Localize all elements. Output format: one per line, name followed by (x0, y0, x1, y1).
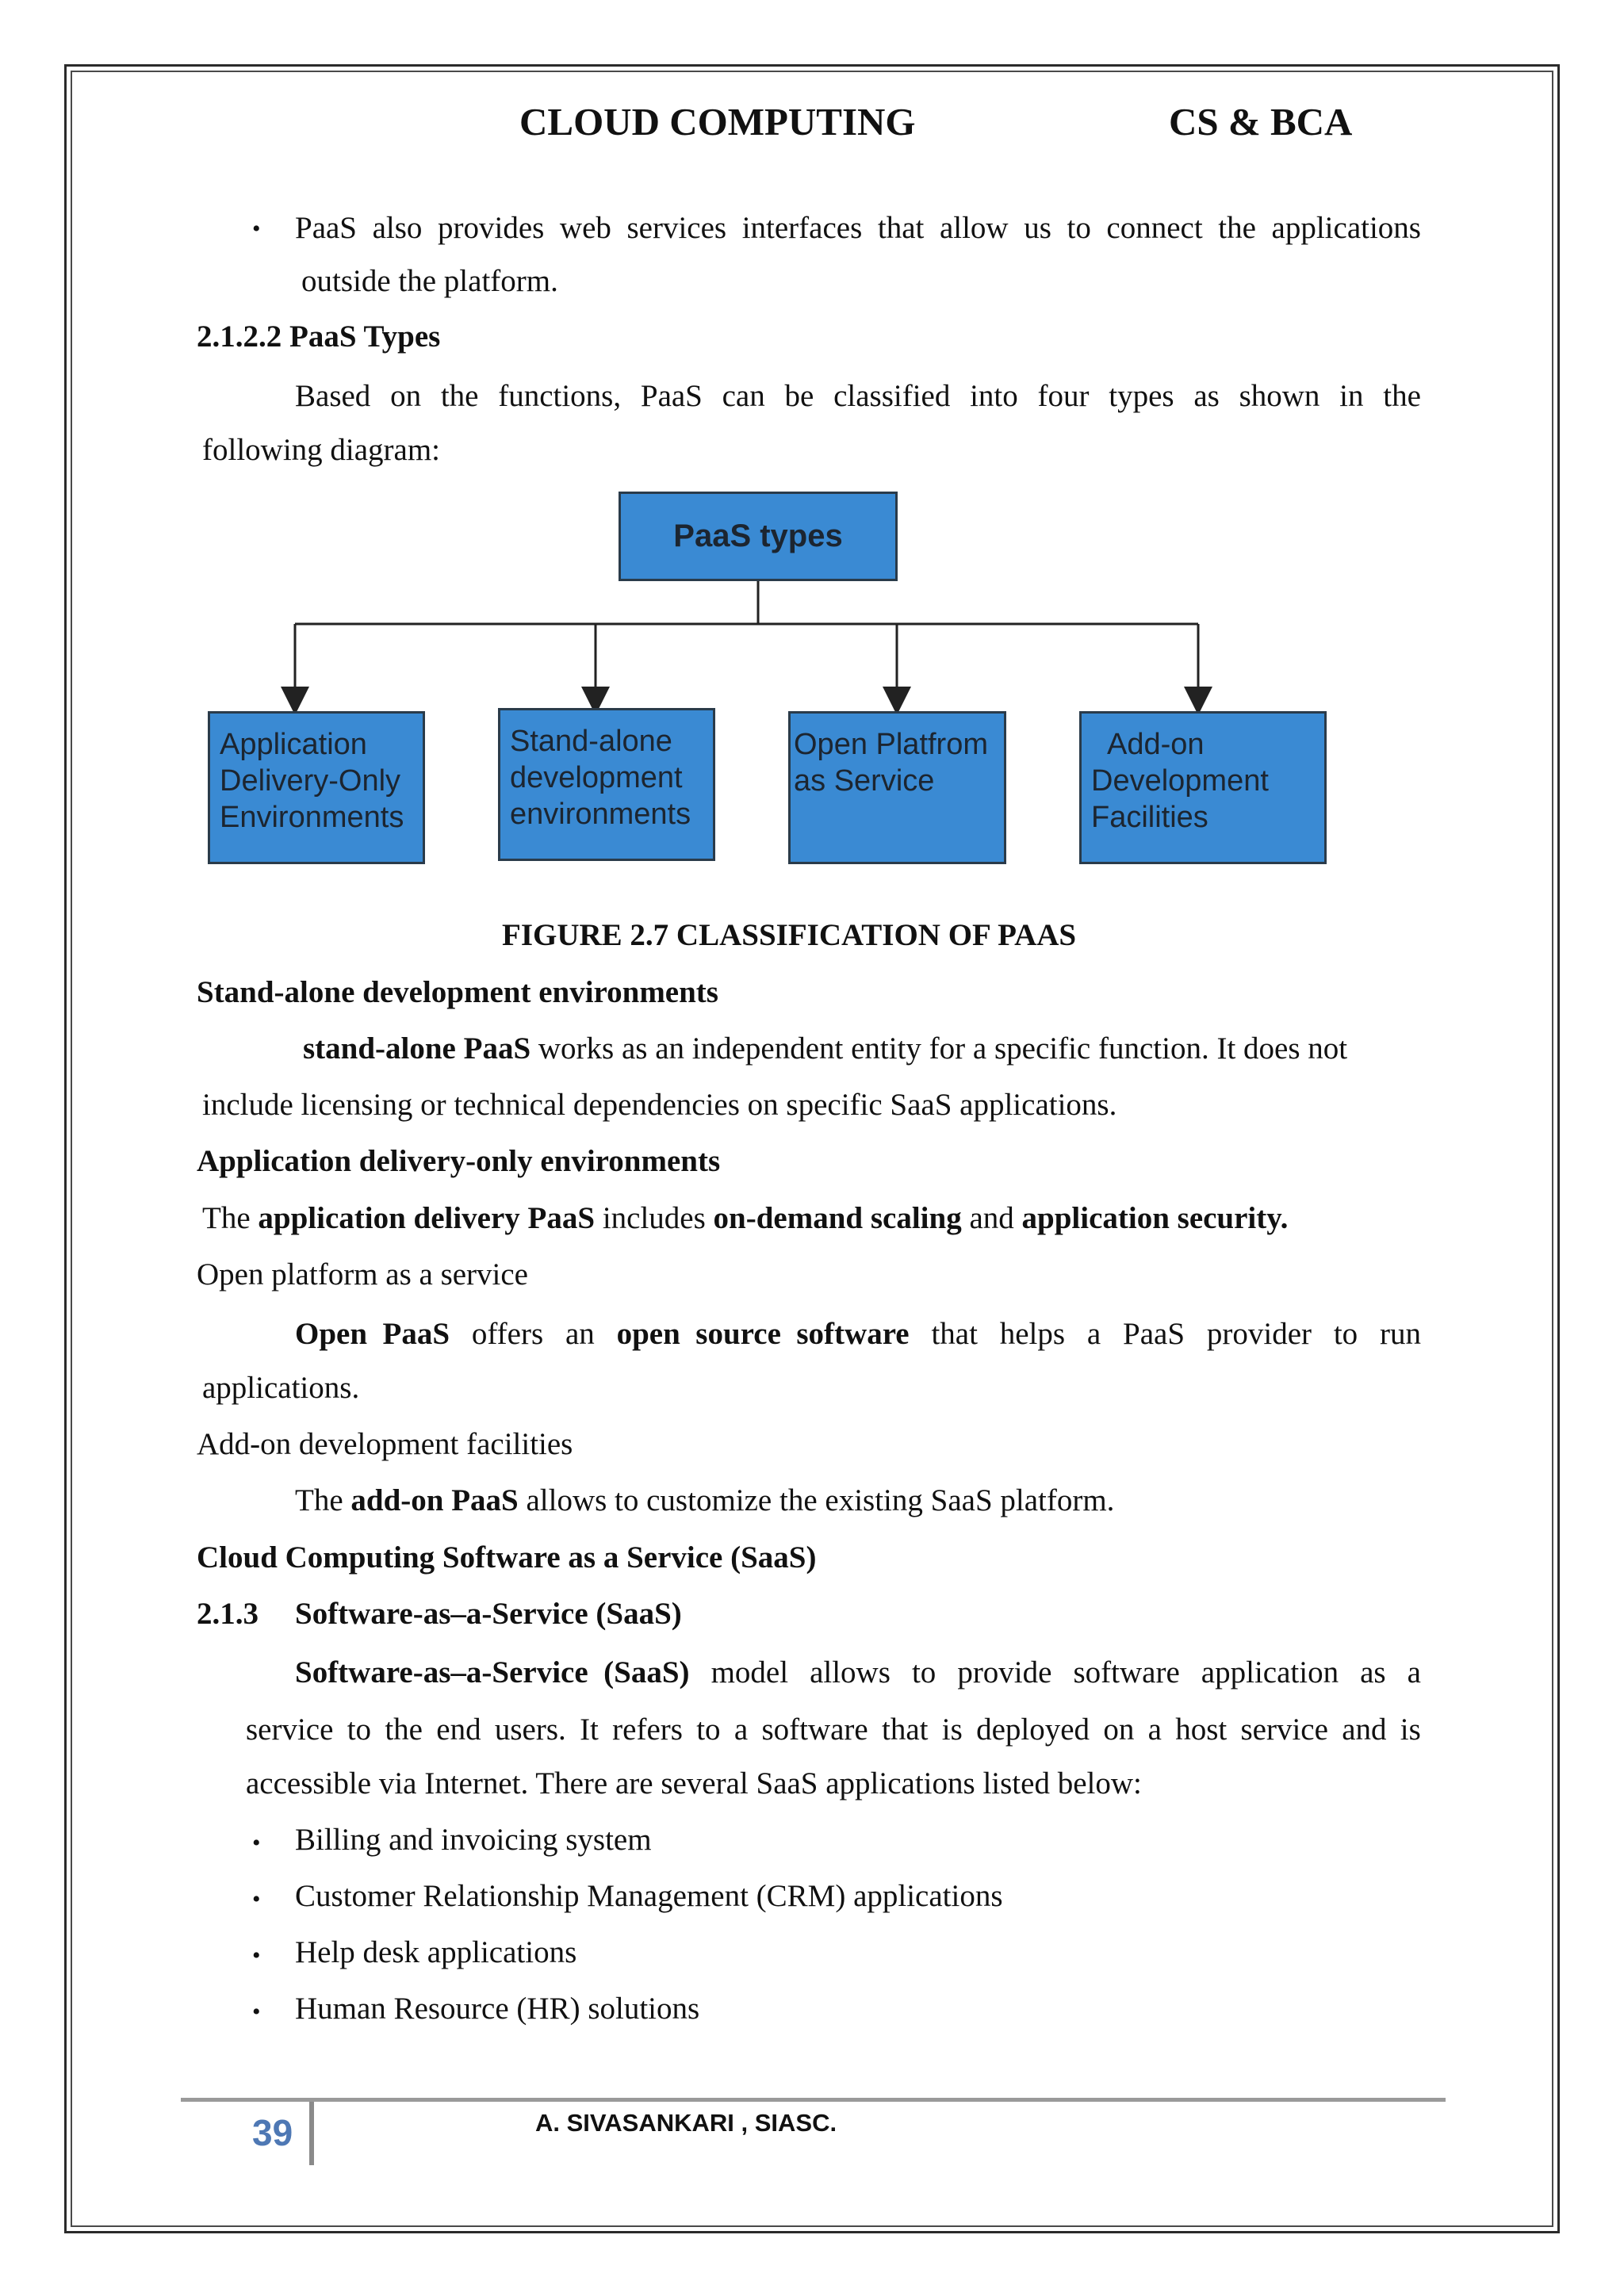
justified-word: can (722, 379, 765, 413)
justified-word: us (1024, 211, 1051, 245)
diagram-box-line: Open Platfrom (794, 728, 988, 761)
justified-word: and (1342, 1712, 1387, 1747)
saas-para-line1 (295, 1655, 1421, 1690)
justified-word: into (970, 379, 1018, 413)
open-platform-line2: applications. (202, 1371, 360, 1405)
justified-word: service (1240, 1712, 1328, 1747)
standalone-bold-term: stand-alone PaaS (303, 1031, 531, 1066)
justified-word: that (931, 1317, 978, 1351)
justified-word: end (436, 1712, 481, 1747)
bullet-icon: • (252, 1886, 261, 1912)
diagram-box-standalone (498, 708, 715, 861)
list-item: Human Resource (HR) solutions (295, 1992, 700, 2026)
justified-word: open source software (616, 1317, 910, 1351)
app-delivery-text: and (961, 1201, 1022, 1235)
justified-word: refers (612, 1712, 683, 1747)
justified-word: provide (957, 1655, 1052, 1689)
diagram-box-line: Application (220, 728, 367, 761)
diagram-box-line: Stand-alone (510, 725, 672, 758)
justified-word: Based (295, 379, 371, 413)
diagram-box-line: Facilities (1091, 801, 1208, 834)
list-item: Help desk applications (295, 1935, 577, 1969)
justified-word: that (877, 211, 925, 245)
justified-word: to (911, 1655, 936, 1689)
justified-word: application (1201, 1655, 1339, 1689)
justified-word: the (1383, 379, 1421, 413)
justified-word: a (1407, 1655, 1421, 1689)
justified-word: model (710, 1655, 789, 1689)
diagram-box-addon (1079, 711, 1327, 864)
justified-word: be (784, 379, 814, 413)
diagram-box-line: Delivery-Only (220, 764, 401, 798)
diagram-box-line: Development (1091, 764, 1269, 798)
standalone-line1-text: works as an independent entity for a specific function. It does not (530, 1031, 1348, 1066)
standalone-line2: include licensing or technical dependencies on specific SaaS applications. (202, 1088, 1117, 1122)
justified-word: as (1193, 379, 1220, 413)
open-platform-line1 (295, 1316, 1421, 1352)
diagram-box-line: development (510, 761, 683, 794)
justified-word: functions, (498, 379, 622, 413)
addon-text: allows to customize the existing SaaS platform. (518, 1483, 1115, 1517)
diagram-box-line: environments (510, 798, 691, 831)
saas-section-number: 2.1.3 (197, 1597, 259, 1631)
justified-word: provides (438, 211, 545, 245)
justified-word: the (1218, 211, 1256, 245)
intro-bullet-line2: outside the platform. (301, 264, 558, 298)
heading-saas: Cloud Computing Software as a Service (SaaS) (197, 1540, 817, 1575)
diagram-box-line: Environments (220, 801, 404, 834)
justified-word: to (1333, 1317, 1358, 1351)
justified-word: Open PaaS (295, 1317, 450, 1351)
justified-word: to (696, 1712, 721, 1747)
diagram-box-app-delivery (208, 711, 425, 864)
justified-word: that (882, 1712, 929, 1747)
justified-word: shown (1239, 379, 1320, 413)
justified-word: an (565, 1317, 595, 1351)
justified-word: the (440, 379, 479, 413)
heading-open-platform: Open platform as a service (197, 1257, 528, 1292)
heading-app-delivery: Application delivery-only environments (197, 1144, 721, 1178)
diagram-box-line: Add-on (1107, 728, 1205, 761)
saas-section-title: Software-as–a-Service (SaaS) (295, 1597, 682, 1631)
app-delivery-line (202, 1203, 1288, 1234)
justified-word: services (626, 211, 727, 245)
bullet-icon: • (252, 1999, 261, 2025)
justified-word: PaaS (295, 211, 357, 245)
justified-word: users. (494, 1712, 566, 1747)
justified-word: web (559, 211, 611, 245)
justified-word: allows (810, 1655, 891, 1689)
standalone-line1 (303, 1033, 1347, 1064)
list-item: Billing and invoicing system (295, 1823, 652, 1857)
justified-word: It (580, 1712, 599, 1747)
justified-word: as (1360, 1655, 1386, 1689)
justified-word: classified (833, 379, 951, 413)
addon-bold: add-on PaaS (350, 1483, 519, 1517)
heading-standalone: Stand-alone development environments (197, 975, 718, 1009)
app-delivery-bold: application security. (1021, 1201, 1289, 1235)
diagram-root-box: PaaS types (619, 492, 898, 581)
justified-word: also (372, 211, 423, 245)
justified-word: to (1067, 211, 1091, 245)
justified-word: the (385, 1712, 423, 1747)
justified-word: a (1086, 1317, 1101, 1351)
addon-text: The (295, 1483, 351, 1517)
justified-word: connect (1106, 211, 1203, 245)
bullet-icon: • (252, 216, 261, 242)
justified-word: software (1073, 1655, 1180, 1689)
footer-author: A. SIVASANKARI , SIASC. (535, 2109, 837, 2137)
app-delivery-text: includes (595, 1201, 714, 1235)
page-number: 39 (252, 2112, 293, 2153)
justified-word: deployed (976, 1712, 1090, 1747)
justified-word: in (1339, 379, 1364, 413)
justified-word: run (1380, 1317, 1421, 1351)
list-item: Customer Relationship Management (CRM) applications (295, 1879, 1003, 1913)
justified-word: Software-as–a-Service (SaaS) (295, 1655, 690, 1689)
addon-line (295, 1485, 1114, 1516)
justified-word: helps (999, 1317, 1066, 1351)
paas-types-para-line1 (295, 378, 1421, 414)
paas-types-diagram (190, 484, 1348, 880)
justified-word: four (1037, 379, 1090, 413)
figure-caption: FIGURE 2.7 CLASSIFICATION OF PAAS (502, 918, 1077, 952)
saas-para-line2 (246, 1712, 1421, 1747)
justified-word: applications (1271, 211, 1421, 245)
justified-word: is (1400, 1712, 1421, 1747)
justified-word: a (733, 1712, 749, 1747)
header-subject: CS & BCA (1169, 100, 1353, 144)
justified-word: offers (471, 1317, 544, 1351)
justified-word: on (390, 379, 422, 413)
saas-para-line3: accessible via Internet. There are several SaaS applications listed below: (246, 1766, 1142, 1800)
justified-word: to (347, 1712, 372, 1747)
heading-addon: Add-on development facilities (197, 1427, 573, 1461)
bullet-icon: • (252, 1942, 261, 1969)
justified-word: on (1103, 1712, 1135, 1747)
justified-word: PaaS (1123, 1317, 1185, 1351)
justified-word: service (246, 1712, 334, 1747)
footer-rule (181, 2098, 1446, 2102)
justified-word: provider (1206, 1317, 1312, 1351)
bullet-icon: • (252, 1830, 261, 1856)
section-heading-paas-types: 2.1.2.2 PaaS Types (197, 320, 441, 354)
paas-types-para-line2: following diagram: (202, 433, 441, 467)
app-delivery-bold: on-demand scaling (713, 1201, 962, 1235)
header-title: CLOUD COMPUTING (519, 100, 916, 144)
page-number-divider (309, 2102, 314, 2165)
justified-word: host (1175, 1712, 1228, 1747)
app-delivery-text: The (202, 1201, 259, 1235)
justified-word: a (1147, 1712, 1162, 1747)
intro-bullet-line1 (295, 210, 1421, 246)
justified-word: software (761, 1712, 868, 1747)
justified-word: is (941, 1712, 963, 1747)
diagram-box-line: as Service (794, 764, 935, 798)
justified-word: interfaces (741, 211, 863, 245)
diagram-box-open-platform (788, 711, 1006, 864)
justified-word: types (1109, 379, 1174, 413)
justified-word: PaaS (640, 379, 703, 413)
app-delivery-bold: application delivery PaaS (258, 1201, 596, 1235)
justified-word: allow (939, 211, 1009, 245)
